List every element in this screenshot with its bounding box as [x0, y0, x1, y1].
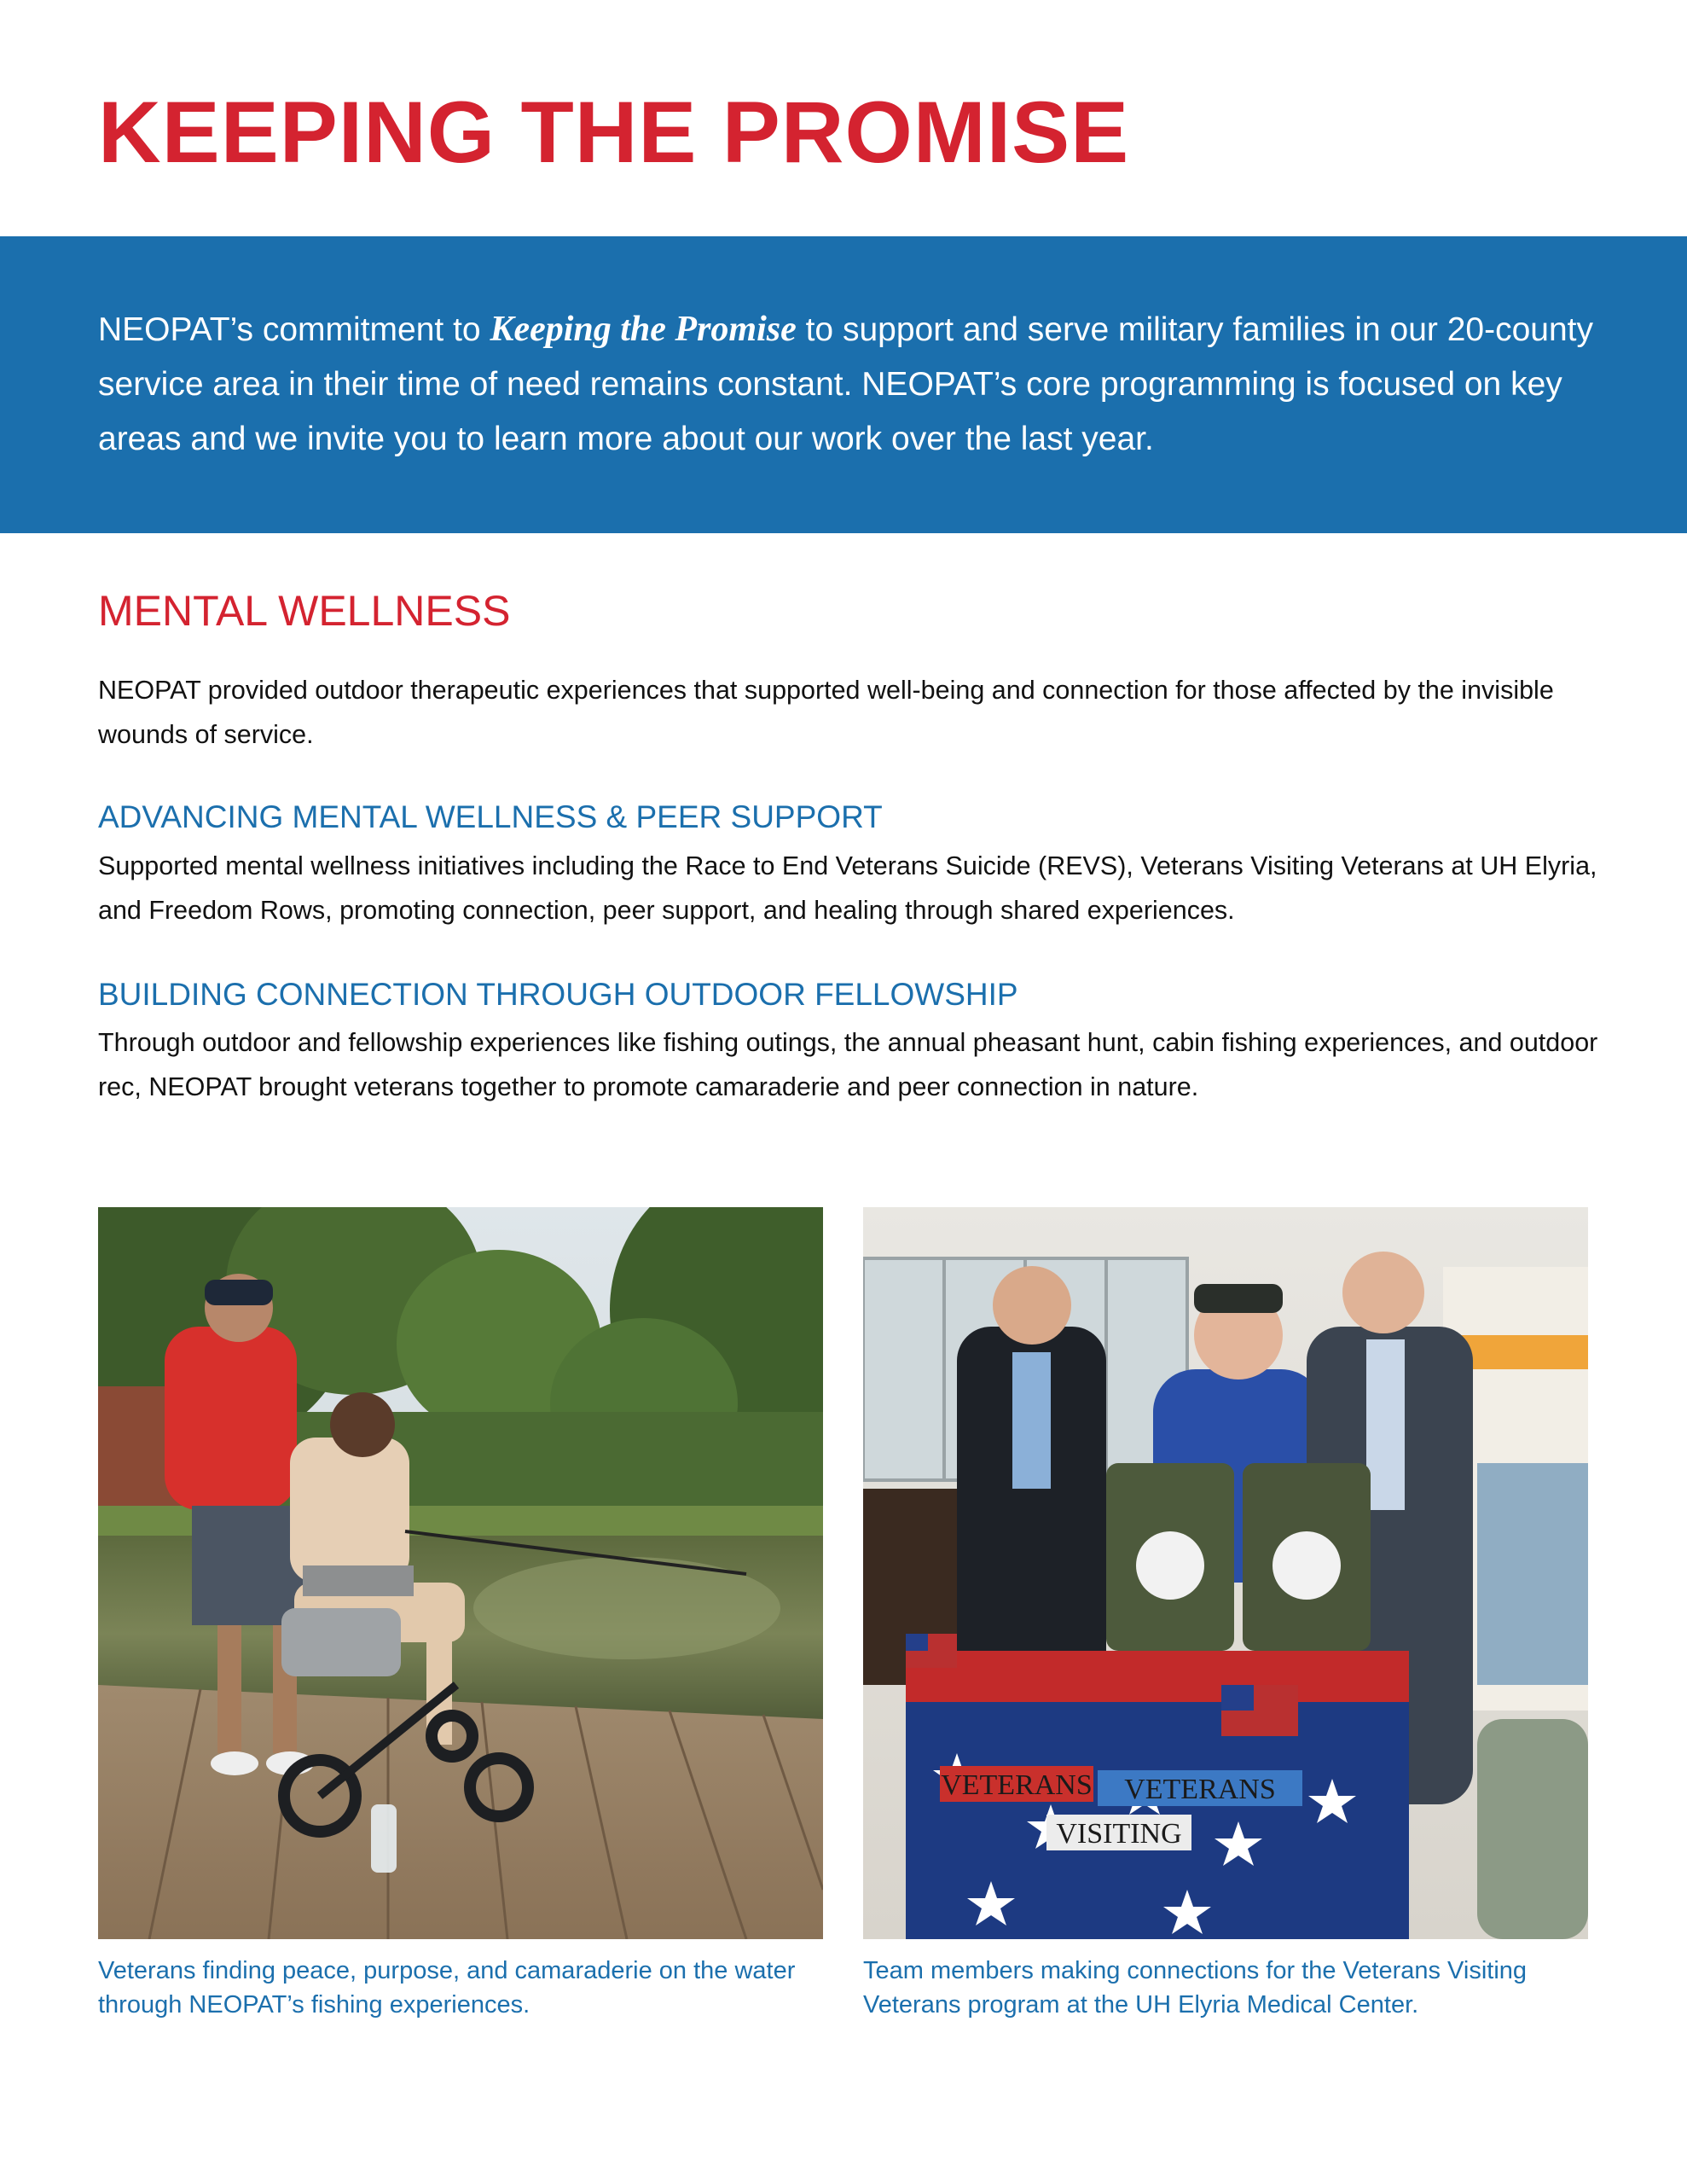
intro-text-start: NEOPAT’s commitment to: [98, 311, 490, 348]
subhead-advancing-mental-wellness: ADVANCING MENTAL WELLNESS & PEER SUPPORT: [98, 799, 883, 834]
caption-veterans-visiting-photo: Team members making connections for the Veterans Visiting Veterans program at the UH Elyria Medical Center.: [863, 1957, 1528, 2018]
page-title: KEEPING THE PROMISE: [98, 84, 1130, 181]
banner-word-visiting: VISITING: [1056, 1818, 1182, 1850]
banner-word-veterans-blue: VETERANS: [1124, 1774, 1276, 1805]
building-body: Through outdoor and fellowship experiences like fishing outings, the annual pheasant hunt, cabin fishing experiences, and outdoor rec, NEOPAT brought veterans together to promote camaraderie and peer connection in nature.: [98, 1028, 1598, 1101]
caption-fishing-photo: Veterans finding peace, purpose, and camaraderie on the water through NEOPAT’s fishing experiences.: [98, 1957, 796, 2018]
photo-fishing-dock: [98, 1207, 823, 1939]
section-title-mental-wellness: MENTAL WELLNESS: [98, 587, 511, 635]
mental-wellness-body: NEOPAT provided outdoor therapeutic experiences that supported well-being and connection for those affected by the invisible wounds of service.: [98, 676, 1554, 749]
banner-word-veterans-red: VETERANS: [941, 1769, 1093, 1801]
intro-emphasis: Keeping the Promise: [490, 310, 797, 349]
advancing-body: Supported mental wellness initiatives including the Race to End Veterans Suicide (REVS), Veterans Visiting Veterans at UH Elyria, and Freedom Rows, promoting connection, peer support, and healing through shared experiences.: [98, 851, 1597, 925]
subhead-building-connection: BUILDING CONNECTION THROUGH OUTDOOR FELLOWSHIP: [98, 977, 1018, 1012]
photo-veterans-visiting-veterans: [863, 1207, 1588, 1939]
intro-text: [98, 302, 1599, 467]
intro-text-end: to support and serve military families in our 20-county service area in their time of need remains constant. NEOPAT’s core programming is focused on key areas and we invite you to learn more about our work over the last year.: [98, 311, 1594, 457]
